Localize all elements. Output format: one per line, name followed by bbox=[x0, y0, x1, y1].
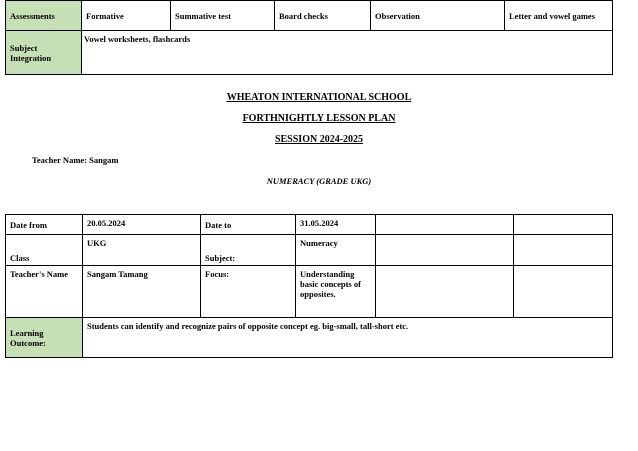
empty-cell bbox=[514, 235, 613, 266]
date-to-label: Date to bbox=[201, 215, 296, 235]
teacher-value: Sangam Tamang bbox=[83, 266, 201, 318]
learning-outcome-label: Learning Outcome: bbox=[6, 318, 83, 358]
focus-value: Understanding basic concepts of opposites. bbox=[296, 266, 376, 318]
class-value: UKG bbox=[83, 235, 201, 266]
subject-value: Numeracy bbox=[296, 235, 376, 266]
session-title: SESSION 2024-2025 bbox=[274, 134, 364, 145]
focus-label: Focus: bbox=[201, 266, 296, 318]
date-from-value: 20.05.2024 bbox=[83, 215, 201, 235]
empty-cell bbox=[514, 266, 613, 318]
subject-label: Subject: bbox=[201, 235, 296, 266]
empty-cell bbox=[514, 215, 613, 235]
assessment-item: Observation bbox=[371, 1, 505, 31]
teacher-row bbox=[6, 266, 613, 318]
assessments-label: Assessments bbox=[6, 1, 82, 31]
class-label: Class bbox=[6, 235, 83, 266]
assessment-item: Formative bbox=[82, 1, 171, 31]
subject-integration-value: Vowel worksheets, flashcards bbox=[82, 31, 613, 75]
date-to-value: 31.05.2024 bbox=[296, 215, 376, 235]
lesson-details-table bbox=[5, 214, 613, 358]
empty-cell bbox=[376, 235, 514, 266]
teacher-label: Teacher's Name bbox=[6, 266, 83, 318]
assessment-item: Summative test bbox=[171, 1, 275, 31]
assessments-row bbox=[6, 1, 613, 31]
class-row bbox=[6, 235, 613, 266]
subject-integration-label: Subject Integration bbox=[6, 31, 82, 75]
teacher-name: Teacher Name: Sangam bbox=[32, 155, 119, 165]
subject-heading: NUMERACY (GRADE UKG) bbox=[266, 176, 372, 186]
empty-cell bbox=[376, 215, 514, 235]
date-from-label: Date from bbox=[6, 215, 83, 235]
assessment-item: Letter and vowel games bbox=[505, 1, 613, 31]
plan-title: FORTHNIGHTLY LESSON PLAN bbox=[242, 113, 396, 124]
assessment-item: Board checks bbox=[275, 1, 371, 31]
integration-row bbox=[6, 31, 613, 75]
assessments-table bbox=[5, 0, 613, 75]
learning-outcome-value: Students can identify and recognize pairs of opposite concept eg. big-small, tall-short etc. bbox=[83, 318, 613, 358]
outcome-row bbox=[6, 318, 613, 358]
empty-cell bbox=[376, 266, 514, 318]
school-title: WHEATON INTERNATIONAL SCHOOL bbox=[226, 92, 412, 103]
date-row bbox=[6, 215, 613, 235]
